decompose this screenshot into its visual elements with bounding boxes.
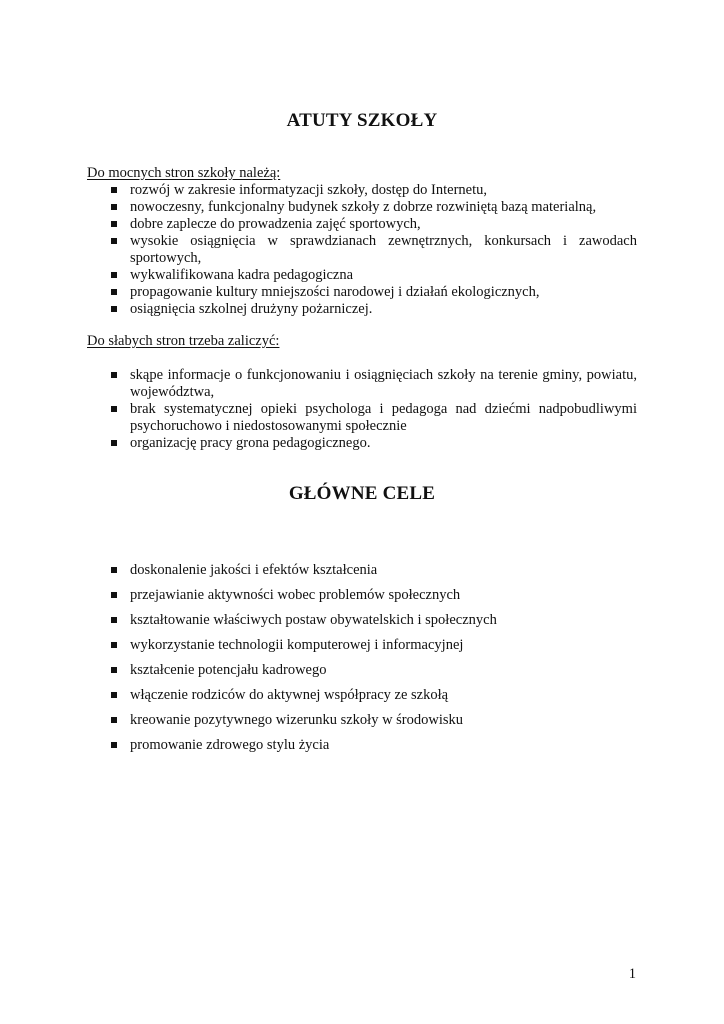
- list-item: kształcenie potencjału kadrowego: [0, 662, 637, 687]
- square-bullet-icon: [111, 667, 117, 673]
- list-item: rozwój w zakresie informatyzacji szkoły, dostęp do Internetu,: [0, 182, 637, 199]
- list-item: nowoczesny, funkcjonalny budynek szkoły z dobrze rozwiniętą bazą materialną,: [0, 199, 637, 216]
- square-bullet-icon: [111, 221, 117, 227]
- list-item: kształtowanie właściwych postaw obywatelskich i społecznych: [0, 612, 637, 637]
- weaknesses-intro: Do słabych stron trzeba zaliczyć:: [87, 333, 280, 349]
- list-item: wykwalifikowana kadra pedagogiczna: [0, 267, 637, 284]
- strengths-title: ATUTY SZKOŁY: [286, 110, 438, 131]
- list-item: skąpe informacje o funkcjonowaniu i osiągnięciach szkoły na terenie gminy, powiatu, województwa,: [0, 367, 637, 401]
- square-bullet-icon: [111, 742, 117, 748]
- list-item: promowanie zdrowego stylu życia: [0, 737, 637, 762]
- list-item: propagowanie kultury mniejszości narodowej i działań ekologicznych,: [0, 284, 637, 301]
- list-item: doskonalenie jakości i efektów kształcenia: [0, 562, 637, 587]
- square-bullet-icon: [111, 440, 117, 446]
- strengths-list: [0, 182, 637, 318]
- list-item: wysokie osiągnięcia w sprawdzianach zewnętrznych, konkursach i zawodach sportowych,: [0, 233, 637, 267]
- weaknesses-list: [0, 367, 637, 452]
- list-item: przejawianie aktywności wobec problemów społecznych: [0, 587, 637, 612]
- list-item: dobre zaplecze do prowadzenia zajęć sportowych,: [0, 216, 637, 233]
- square-bullet-icon: [111, 717, 117, 723]
- strengths-intro: Do mocnych stron szkoły należą:: [87, 165, 281, 181]
- square-bullet-icon: [111, 187, 117, 193]
- page-number: 1: [628, 966, 636, 982]
- list-item: organizację pracy grona pedagogicznego.: [0, 435, 637, 452]
- list-item: włączenie rodziców do aktywnej współpracy ze szkołą: [0, 687, 637, 712]
- list-item: brak systematycznej opieki psychologa i pedagoga nad dziećmi nadpobudliwymi psychoruchowo i niedostosowanymi społecznie: [0, 401, 637, 435]
- square-bullet-icon: [111, 204, 117, 210]
- square-bullet-icon: [111, 289, 117, 295]
- square-bullet-icon: [111, 692, 117, 698]
- list-item: wykorzystanie technologii komputerowej i informacyjnej: [0, 637, 637, 662]
- list-item: osiągnięcia szkolnej drużyny pożarniczej.: [0, 301, 637, 318]
- square-bullet-icon: [111, 372, 117, 378]
- goals-list: [0, 562, 637, 762]
- goals-title: GŁÓWNE CELE: [288, 483, 436, 504]
- square-bullet-icon: [111, 567, 117, 573]
- square-bullet-icon: [111, 306, 117, 312]
- square-bullet-icon: [111, 617, 117, 623]
- square-bullet-icon: [111, 272, 117, 278]
- square-bullet-icon: [111, 592, 117, 598]
- square-bullet-icon: [111, 238, 117, 244]
- square-bullet-icon: [111, 642, 117, 648]
- square-bullet-icon: [111, 406, 117, 412]
- list-item: kreowanie pozytywnego wizerunku szkoły w środowisku: [0, 712, 637, 737]
